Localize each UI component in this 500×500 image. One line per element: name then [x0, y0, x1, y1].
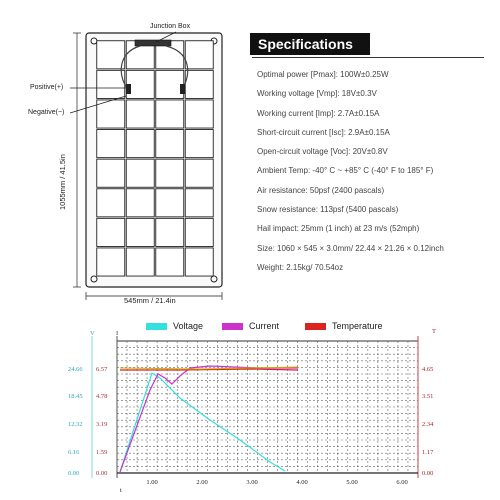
time-tick-label: 2.00 — [196, 479, 208, 486]
current-tick-label: 0.00 — [96, 470, 108, 477]
temperature-axis-label: T — [432, 328, 436, 335]
voltage-axis-label: V — [90, 330, 95, 337]
voltage-tick-label: 18.45 — [68, 393, 83, 400]
time-axis-label: t — [120, 487, 122, 494]
current-axis-label: I — [116, 330, 119, 337]
spec-item: Open-circuit voltage [Voc]: 20V±0.8V — [257, 147, 388, 157]
temperature-tick-label: 3.51 — [422, 393, 434, 400]
time-tick-label: 4.00 — [296, 479, 308, 486]
temperature-tick-label: 0.00 — [422, 470, 434, 477]
temperature-tick-label: 2.34 — [422, 421, 434, 428]
spec-item: Optimal power [Pmax]: 100W±0.25W — [257, 70, 389, 79]
legend-label: Current — [249, 321, 280, 331]
legend-label: Voltage — [173, 321, 204, 331]
spec-item: Working voltage [Vmp]: 18V±0.3V — [257, 89, 377, 99]
spec-item: Weight: 2.15kg/ 70.54oz — [257, 262, 344, 272]
negative-label: Negative(−) — [28, 109, 65, 116]
voltage-tick-label: 6.16 — [68, 449, 80, 456]
time-tick-label: 3.00 — [246, 479, 258, 486]
legend-label: Temperature — [332, 321, 383, 331]
junction-box-label: Junction Box — [150, 23, 191, 30]
time-tick-label: 1.00 — [146, 479, 158, 486]
voltage-tick-label: 12.32 — [68, 421, 83, 428]
temperature-tick-label: 1.17 — [422, 449, 434, 456]
current-tick-label: 6.57 — [96, 366, 108, 373]
height-dimension-label: 1055mm / 41.5in — [58, 154, 67, 210]
spec-item: Short-circuit current [Isc]: 2.9A±0.15A — [257, 127, 390, 137]
spec-item: Ambient Temp: -40° C ~ +85° C (-40° F to 185° F) — [257, 166, 434, 176]
width-dimension-label: 545mm / 21.4in — [124, 296, 176, 305]
voltage-tick-label: 24.66 — [68, 366, 83, 373]
specifications-title: Specifications — [250, 33, 370, 55]
current-tick-label: 4.78 — [96, 393, 108, 400]
spec-item: Snow resistance: 113psf (5400 pascals) — [257, 205, 399, 215]
spec-item: Working current [Imp]: 2.7A±0.15A — [257, 108, 380, 118]
time-tick-label: 6.00 — [396, 479, 408, 486]
current-tick-label: 3.19 — [96, 421, 108, 428]
positive-label: Positive(+) — [30, 84, 64, 91]
spec-item: Size: 1060 × 545 × 3.0mm/ 22.44 × 21.26 × 0.12inch — [257, 243, 444, 253]
time-tick-label: 5.00 — [346, 479, 358, 486]
current-tick-label: 1.59 — [96, 449, 108, 456]
spec-item: Hail impact: 25mm (1 inch) at 23 m/s (52mph) — [257, 224, 420, 234]
voltage-tick-label: 0.00 — [68, 470, 80, 477]
spec-item: Air resistance: 50psf (2400 pascals) — [257, 185, 385, 195]
temperature-tick-label: 4.65 — [422, 366, 434, 373]
